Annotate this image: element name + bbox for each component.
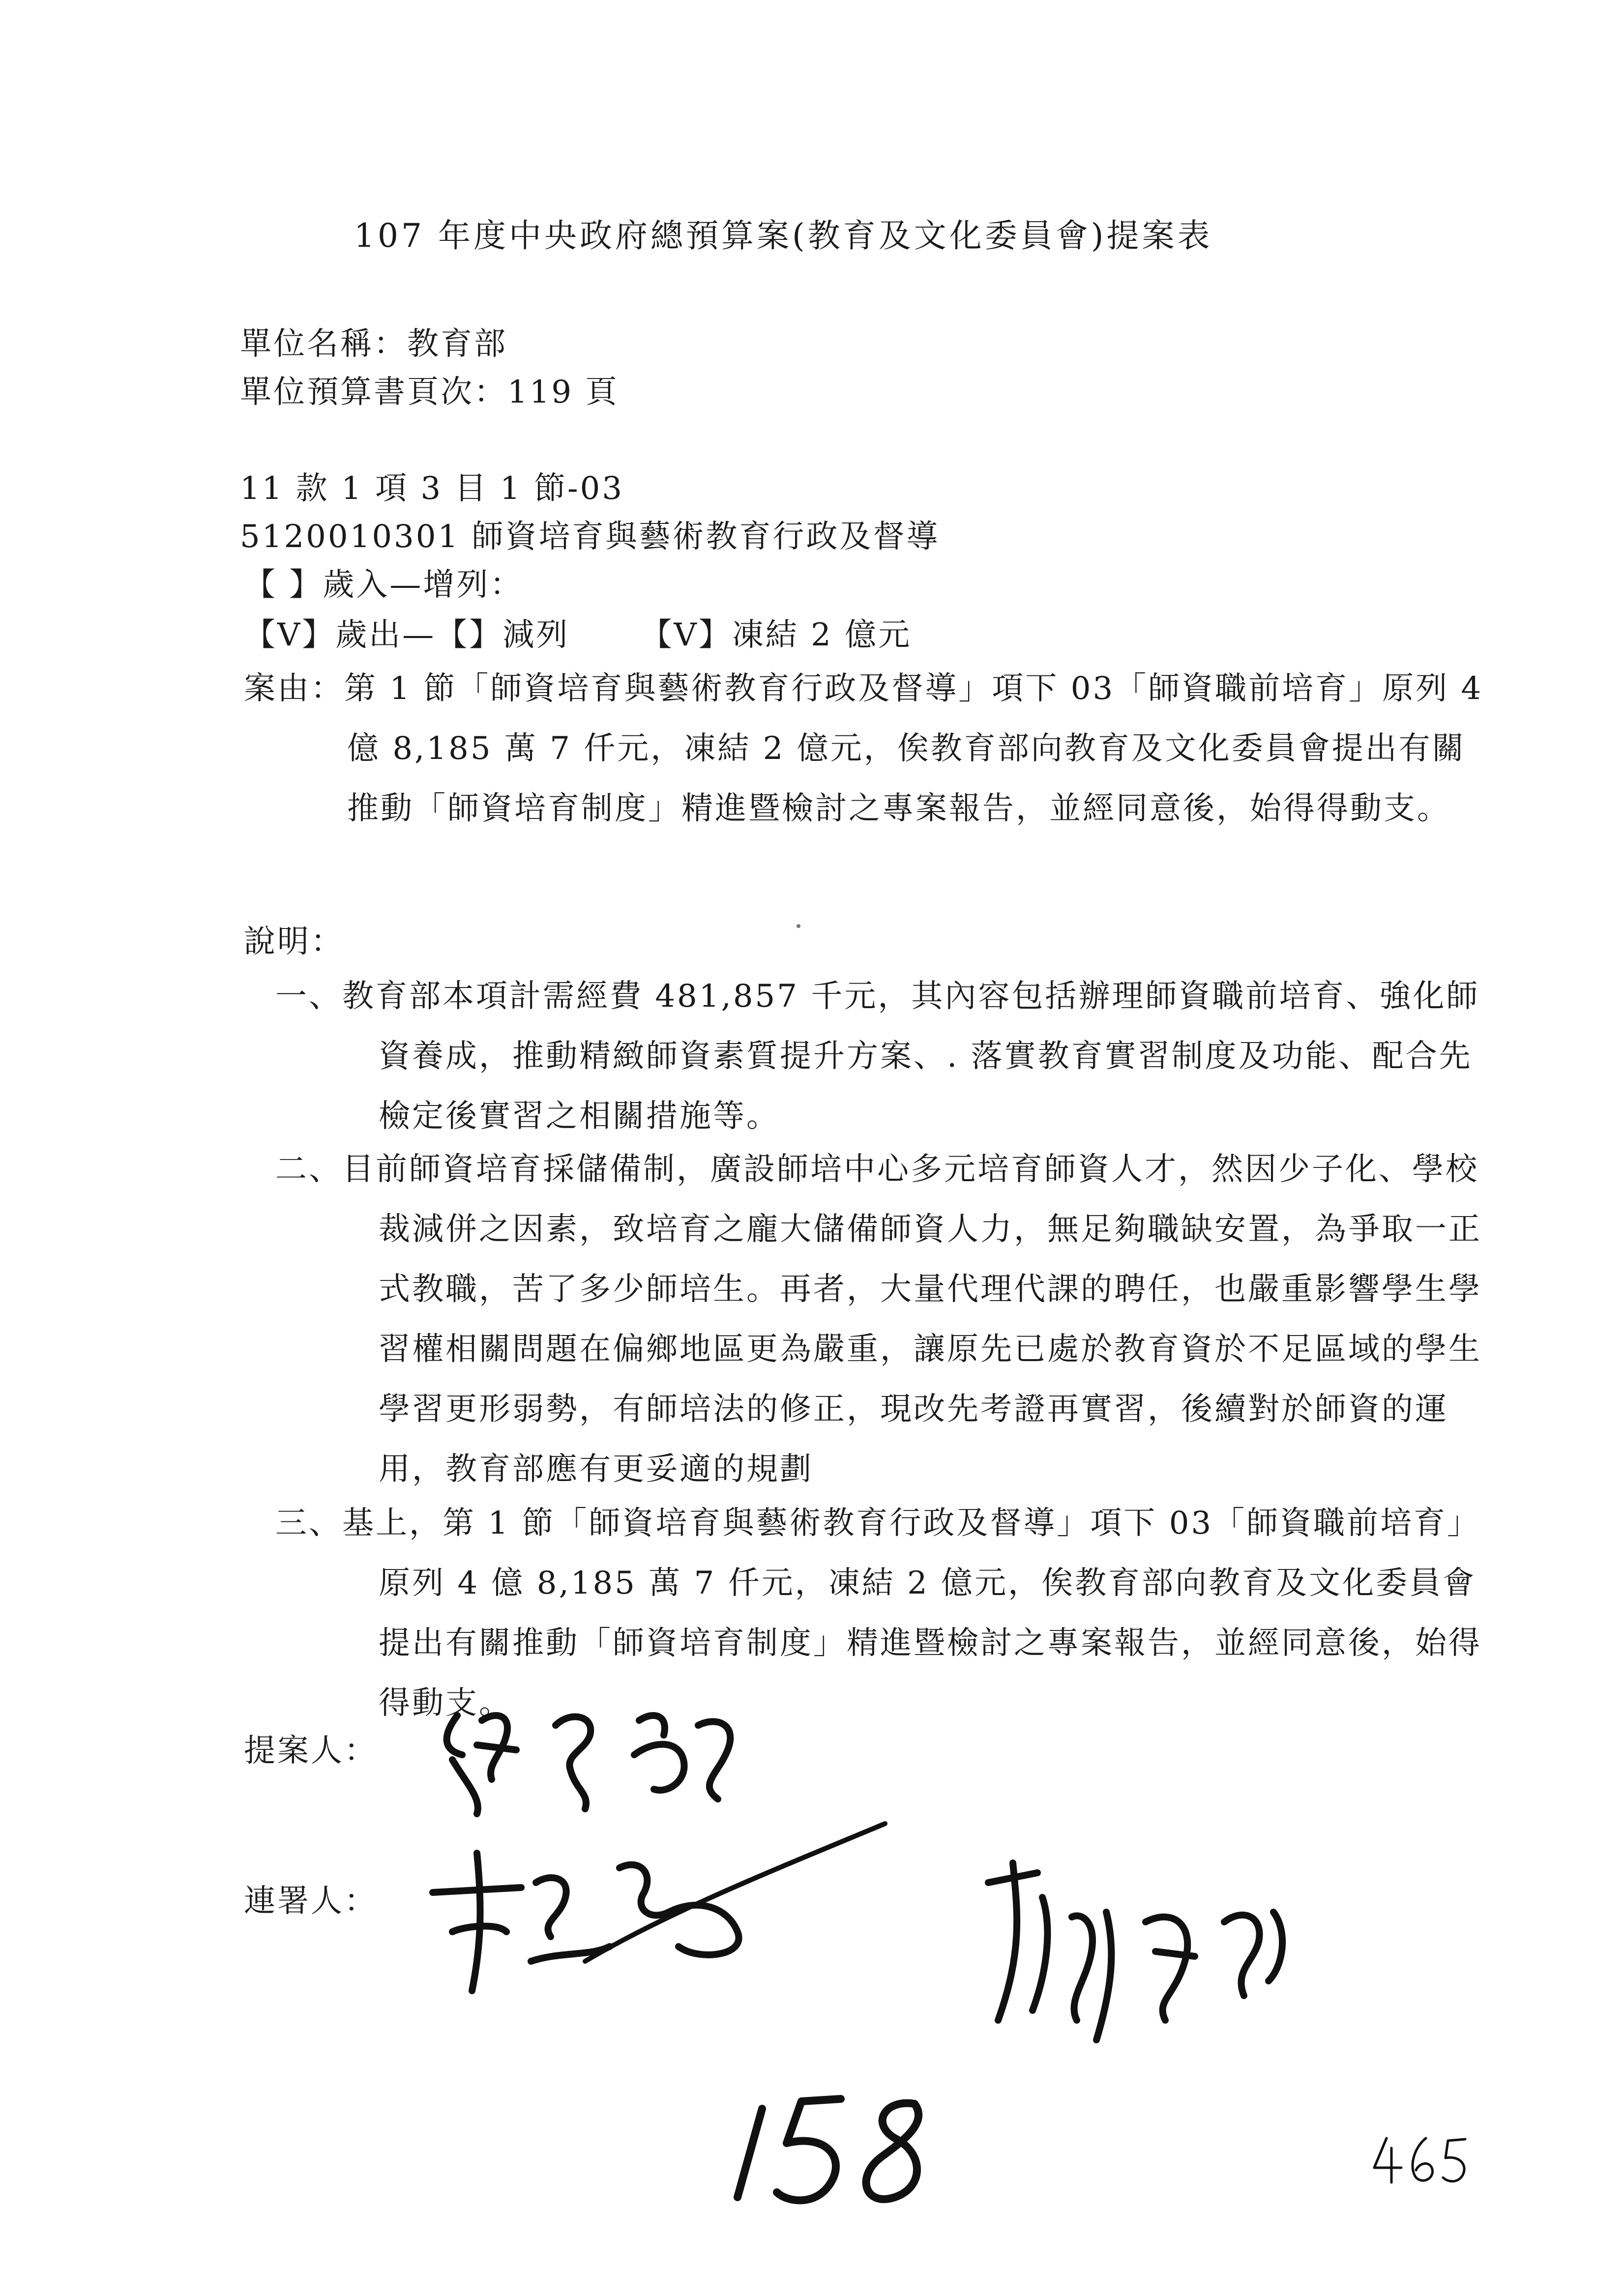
item-name: 5120010301 師資培育與藝術教育行政及督導 (240, 519, 940, 555)
expense-line (244, 612, 912, 658)
cosigner-signature-1 (423, 1814, 939, 2010)
cosigner-label: 連署人： (244, 1883, 378, 1919)
handwritten-corner-number (1367, 2128, 1475, 2192)
explanation-item-2: 二、目前師資培育採儲備制，廣設師培中心多元培育師資人才，然因少子化、學校裁減併之因素，致培育之龐大儲備師資人力，無足夠職缺安置，為爭取一正式教職，苦了多少師培生。再者，大量代理代課的聘任，也嚴重影響學生學習權相關問題在偏鄉地區更為嚴重，讓原先已處於教育資於不足區域的學生學習更形弱勢，有師培法的修正，現改先考證再實習，後續對於師資的運用，教育部應有更妥適的規劃 (275, 1151, 1482, 1487)
revenue-line: 【 】歲入—增列： (244, 567, 524, 603)
scan-speck (797, 924, 800, 928)
explanation-label: 說明： (244, 924, 344, 960)
proposer-signature (423, 1681, 767, 1819)
explanation-item-1: 一、教育部本項計需經費 481,857 千元，其內容包括辦理師資職前培育、強化師資養成，推動精緻師資素質提升方案、. 落實教育實習制度及功能、配合先檢定後實習之相關措施等。 (275, 978, 1480, 1134)
expense-reduce: 【V】歲出—【】減列 (244, 617, 570, 653)
item-code: 11 款 1 項 3 目 1 節-03 (240, 470, 624, 507)
unit-budget-page: 單位預算書頁次：119 頁 (240, 374, 619, 410)
proposer-label: 提案人： (244, 1733, 378, 1769)
expense-freeze: 【V】凍結 2 億元 (640, 617, 912, 653)
case-reason: 案由：第 1 節「師資培育與藝術教育行政及督導」項下 03「師資職前培育」原列 4 億 8,185 萬 7 仟元，凍結 2 億元，俟教育部向教育及文化委員會提出有關推動「師資培育制度」精進暨檢討之專案報告，並經同意後，始得得動支。 (244, 670, 1483, 827)
handwritten-page-number (728, 2089, 944, 2217)
page-title: 107 年度中央政府總預算案(教育及文化委員會)提案表 (354, 217, 1213, 255)
explanation-item-3: 三、基上，第 1 節「師資培育與藝術教育行政及督導」項下 03「師資職前培育」原列 4 億 8,185 萬 7 仟元，凍結 2 億元，俟教育部向教育及文化委員會提出有關推動「師資培育制度」精進暨檢討之專案報告，並經同意後，始得得動支。 (275, 1505, 1482, 1721)
unit-name: 單位名稱：教育部 (240, 326, 507, 362)
cosigner-signature-2 (969, 1853, 1313, 2050)
